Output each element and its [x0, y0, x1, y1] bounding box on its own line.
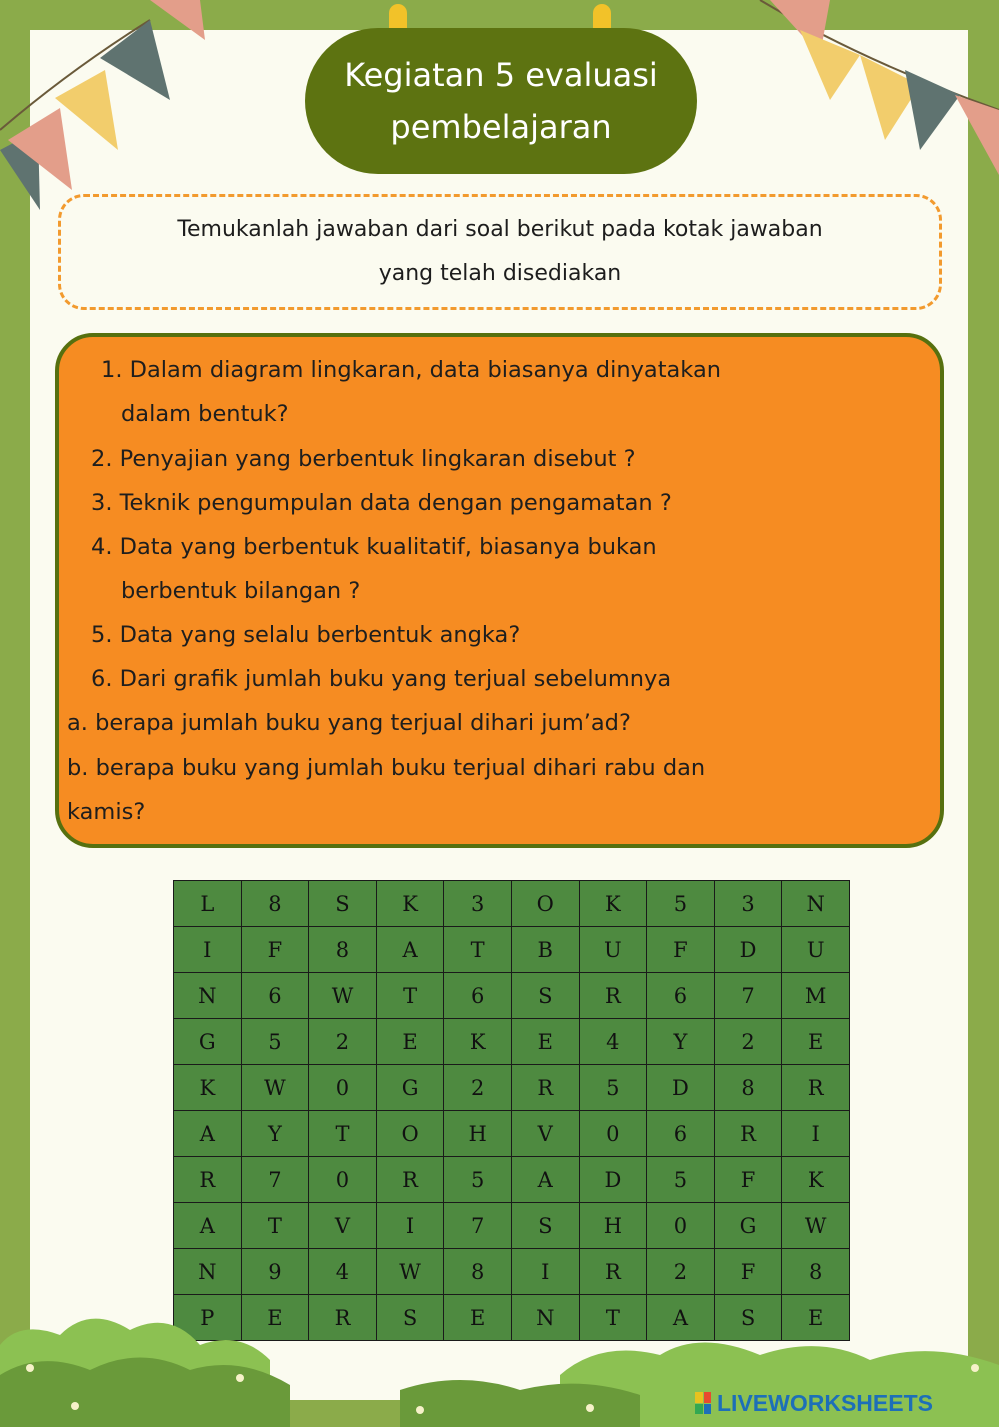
- grid-cell[interactable]: M: [782, 973, 850, 1019]
- grid-cell[interactable]: 5: [579, 1065, 647, 1111]
- page-title-line1: Kegiatan 5 evaluasi: [344, 56, 658, 94]
- grid-cell[interactable]: K: [579, 881, 647, 927]
- question-1-line2: dalam bentuk?: [121, 401, 289, 427]
- grid-cell[interactable]: S: [376, 1295, 444, 1341]
- grid-cell[interactable]: G: [376, 1065, 444, 1111]
- grid-cell[interactable]: T: [579, 1295, 647, 1341]
- grid-cell[interactable]: 2: [444, 1065, 512, 1111]
- grid-cell[interactable]: E: [241, 1295, 309, 1341]
- grid-cell[interactable]: T: [241, 1203, 309, 1249]
- grid-cell[interactable]: A: [174, 1111, 242, 1157]
- grid-cell[interactable]: 8: [782, 1249, 850, 1295]
- grid-cell[interactable]: A: [647, 1295, 715, 1341]
- grid-cell[interactable]: D: [714, 927, 782, 973]
- liveworksheets-logo-icon: [695, 1392, 711, 1414]
- question-6: 6. Dari grafik jumlah buku yang terjual sebelumnya: [91, 666, 672, 692]
- grid-cell[interactable]: R: [511, 1065, 579, 1111]
- grid-cell[interactable]: K: [174, 1065, 242, 1111]
- grid-row: [174, 1157, 850, 1203]
- grid-cell[interactable]: R: [579, 973, 647, 1019]
- grid-cell[interactable]: 4: [579, 1019, 647, 1065]
- grid-cell[interactable]: 2: [309, 1019, 377, 1065]
- grid-cell[interactable]: R: [579, 1249, 647, 1295]
- instruction-line2: yang telah disediakan: [378, 261, 622, 286]
- grid-row: [174, 927, 850, 973]
- grid-cell[interactable]: 0: [579, 1111, 647, 1157]
- grid-cell[interactable]: 7: [241, 1157, 309, 1203]
- grid-cell[interactable]: O: [376, 1111, 444, 1157]
- grid-cell[interactable]: T: [376, 973, 444, 1019]
- question-2: 2. Penyajian yang berbentuk lingkaran disebut ?: [91, 446, 636, 472]
- grid-cell[interactable]: 0: [309, 1065, 377, 1111]
- question-1-line1: 1. Dalam diagram lingkaran, data biasanya dinyatakan: [101, 357, 721, 383]
- grid-cell[interactable]: 5: [444, 1157, 512, 1203]
- grid-cell[interactable]: I: [174, 927, 242, 973]
- question-6b-line2: kamis?: [67, 799, 146, 825]
- question-box: [55, 333, 944, 848]
- question-5: 5. Data yang selalu berbentuk angka?: [91, 622, 521, 648]
- grid-cell[interactable]: K: [444, 1019, 512, 1065]
- grid-row: [174, 1203, 850, 1249]
- question-6b-line1: b. berapa buku yang jumlah buku terjual dihari rabu dan: [67, 755, 706, 781]
- grid-cell[interactable]: R: [782, 1065, 850, 1111]
- grid-cell[interactable]: I: [376, 1203, 444, 1249]
- grid-cell[interactable]: I: [511, 1249, 579, 1295]
- grid-cell[interactable]: 8: [444, 1249, 512, 1295]
- grid-cell[interactable]: B: [511, 927, 579, 973]
- grid-row: [174, 1065, 850, 1111]
- grid-cell[interactable]: E: [782, 1019, 850, 1065]
- grid-cell[interactable]: F: [714, 1249, 782, 1295]
- question-6a: a. berapa jumlah buku yang terjual dihari jum’ad?: [67, 710, 631, 736]
- grid-cell[interactable]: 8: [309, 927, 377, 973]
- grid-cell[interactable]: V: [511, 1111, 579, 1157]
- grid-cell[interactable]: A: [511, 1157, 579, 1203]
- grid-cell[interactable]: 6: [647, 1111, 715, 1157]
- grid-cell[interactable]: G: [174, 1019, 242, 1065]
- grid-cell[interactable]: E: [511, 1019, 579, 1065]
- grid-cell[interactable]: 6: [241, 973, 309, 1019]
- grid-cell[interactable]: 8: [241, 881, 309, 927]
- grid-cell[interactable]: O: [511, 881, 579, 927]
- grid-cell[interactable]: F: [647, 927, 715, 973]
- grid-cell[interactable]: S: [511, 1203, 579, 1249]
- grid-cell[interactable]: F: [714, 1157, 782, 1203]
- grid-cell[interactable]: 2: [647, 1249, 715, 1295]
- grid-cell[interactable]: R: [714, 1111, 782, 1157]
- grid-cell[interactable]: 3: [444, 881, 512, 927]
- grid-cell[interactable]: U: [579, 927, 647, 973]
- grid-cell[interactable]: 3: [714, 881, 782, 927]
- grid-cell[interactable]: G: [714, 1203, 782, 1249]
- grid-cell[interactable]: N: [174, 973, 242, 1019]
- grid-cell[interactable]: 5: [647, 881, 715, 927]
- instruction-line1: Temukanlah jawaban dari soal berikut pada kotak jawaban: [177, 217, 823, 242]
- grid-cell[interactable]: H: [579, 1203, 647, 1249]
- grid-row: [174, 1019, 850, 1065]
- grid-cell[interactable]: N: [782, 881, 850, 927]
- grid-cell[interactable]: 5: [647, 1157, 715, 1203]
- grid-cell[interactable]: D: [579, 1157, 647, 1203]
- grid-cell[interactable]: 2: [714, 1019, 782, 1065]
- grid-cell[interactable]: 6: [647, 973, 715, 1019]
- grid-cell[interactable]: N: [511, 1295, 579, 1341]
- title-pill: [305, 28, 697, 174]
- grid-cell[interactable]: Y: [647, 1019, 715, 1065]
- grid-cell[interactable]: S: [511, 973, 579, 1019]
- grid-cell[interactable]: R: [309, 1295, 377, 1341]
- grid-cell[interactable]: P: [174, 1295, 242, 1341]
- grid-cell[interactable]: A: [376, 927, 444, 973]
- grid-cell[interactable]: H: [444, 1111, 512, 1157]
- grid-cell[interactable]: S: [714, 1295, 782, 1341]
- grid-cell[interactable]: 7: [714, 973, 782, 1019]
- grid-cell[interactable]: D: [647, 1065, 715, 1111]
- grid-cell[interactable]: T: [309, 1111, 377, 1157]
- grid-row: [174, 881, 850, 927]
- grid-cell[interactable]: R: [376, 1157, 444, 1203]
- grid-cell[interactable]: E: [444, 1295, 512, 1341]
- grid-cell[interactable]: 0: [309, 1157, 377, 1203]
- grid-cell[interactable]: N: [174, 1249, 242, 1295]
- grid-cell[interactable]: E: [376, 1019, 444, 1065]
- page-title-line2: pembelajaran: [390, 108, 612, 146]
- grid-cell[interactable]: 6: [444, 973, 512, 1019]
- grid-cell[interactable]: E: [782, 1295, 850, 1341]
- grid-cell[interactable]: 5: [241, 1019, 309, 1065]
- grid-row: [174, 973, 850, 1019]
- brand-name: LIVEWORKSHEETS: [717, 1389, 933, 1416]
- grid-cell[interactable]: 8: [714, 1065, 782, 1111]
- grid-row: [174, 1111, 850, 1157]
- question-3: 3. Teknik pengumpulan data dengan pengamatan ?: [91, 490, 672, 516]
- grid-cell[interactable]: I: [782, 1111, 850, 1157]
- grid-cell[interactable]: S: [309, 881, 377, 927]
- grid-cell[interactable]: K: [376, 881, 444, 927]
- grid-cell[interactable]: 4: [309, 1249, 377, 1295]
- grid-cell[interactable]: W: [241, 1065, 309, 1111]
- grid-cell[interactable]: Y: [241, 1111, 309, 1157]
- grid-cell[interactable]: 0: [647, 1203, 715, 1249]
- grid-cell[interactable]: A: [174, 1203, 242, 1249]
- grid-cell[interactable]: 9: [241, 1249, 309, 1295]
- grid-row: [174, 1249, 850, 1295]
- instruction-box: [58, 194, 942, 310]
- question-4-line1: 4. Data yang berbentuk kualitatif, biasanya bukan: [91, 534, 657, 560]
- grid-cell[interactable]: F: [241, 927, 309, 973]
- grid-cell[interactable]: W: [782, 1203, 850, 1249]
- word-search-grid: [173, 880, 850, 1341]
- grid-cell[interactable]: U: [782, 927, 850, 973]
- liveworksheets-brand: [695, 1388, 933, 1418]
- grid-cell[interactable]: L: [174, 881, 242, 927]
- grid-cell[interactable]: W: [309, 973, 377, 1019]
- grid-cell[interactable]: R: [174, 1157, 242, 1203]
- grid-cell[interactable]: T: [444, 927, 512, 973]
- grid-cell[interactable]: 7: [444, 1203, 512, 1249]
- grid-cell[interactable]: K: [782, 1157, 850, 1203]
- grid-cell[interactable]: V: [309, 1203, 377, 1249]
- grid-cell[interactable]: W: [376, 1249, 444, 1295]
- question-4-line2: berbentuk bilangan ?: [121, 578, 361, 604]
